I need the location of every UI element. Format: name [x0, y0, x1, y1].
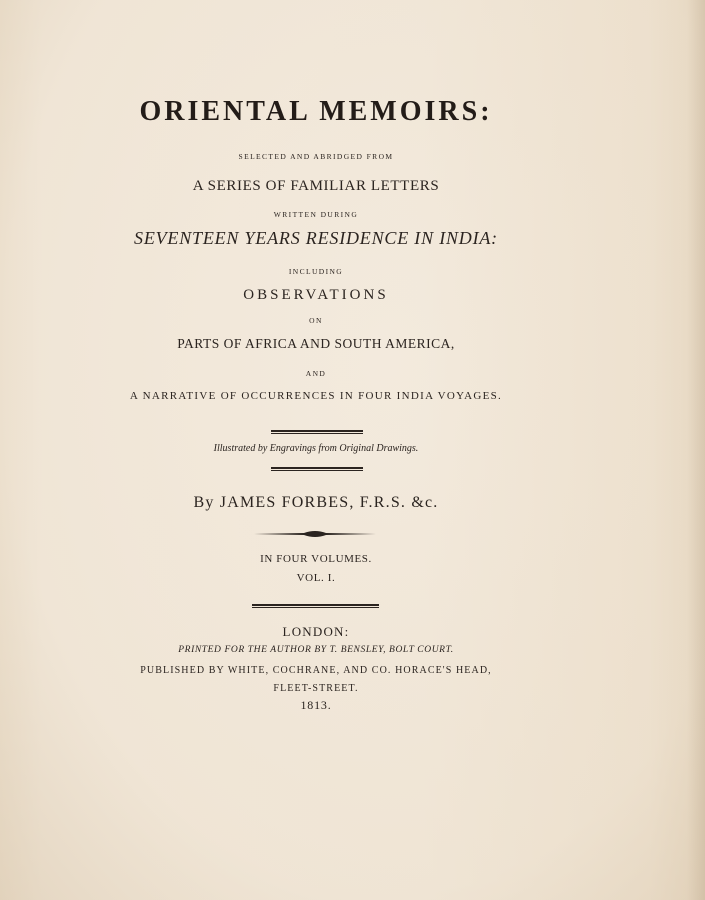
double-rule-top-thin [271, 433, 363, 434]
book-title: ORIENTAL MEMOIRS: [139, 96, 493, 127]
imprint-city: LONDON: [282, 624, 350, 639]
double-rule-bottom [271, 467, 363, 469]
double-rule-top [271, 430, 363, 432]
narrative-line: A NARRATIVE OF OCCURRENCES IN FOUR INDIA VOYAGES. [129, 390, 503, 402]
series-line: A SERIES OF FAMILIAR LETTERS [192, 178, 440, 194]
illustrated-line: Illustrated by Engravings from Original Drawings. [213, 443, 419, 454]
on-subtitle: ON [309, 316, 323, 325]
written-subtitle: WRITTEN DURING [273, 210, 359, 219]
parts-line: PARTS OF AFRICA AND SOUTH AMERICA, [177, 336, 455, 351]
selected-subtitle: SELECTED AND ABRIDGED FROM [238, 152, 394, 161]
volume-number: VOL. I. [296, 572, 336, 584]
imprint-published: PUBLISHED BY WHITE, COCHRANE, AND CO. HORACE'S HEAD, [140, 665, 492, 676]
observations-line: OBSERVATIONS [243, 287, 389, 303]
imprint-street: FLEET-STREET. [273, 683, 359, 694]
author-line: By JAMES FORBES, F.R.S. &c. [193, 494, 439, 511]
imprint-year: 1813. [300, 698, 332, 712]
imprint-rule-thin [252, 607, 379, 608]
swelled-rule-ornament [254, 529, 376, 539]
volumes-line: IN FOUR VOLUMES. [260, 553, 372, 565]
and-subtitle: AND [305, 369, 327, 378]
imprint-printed: PRINTED FOR THE AUTHOR BY T. BENSLEY, BOLT COURT. [178, 645, 454, 655]
seventeen-years-line: SEVENTEEN YEARS RESIDENCE IN INDIA: [134, 228, 498, 248]
including-subtitle: INCLUDING [288, 267, 344, 276]
double-rule-bottom-thin [271, 470, 363, 471]
imprint-rule [252, 604, 379, 606]
